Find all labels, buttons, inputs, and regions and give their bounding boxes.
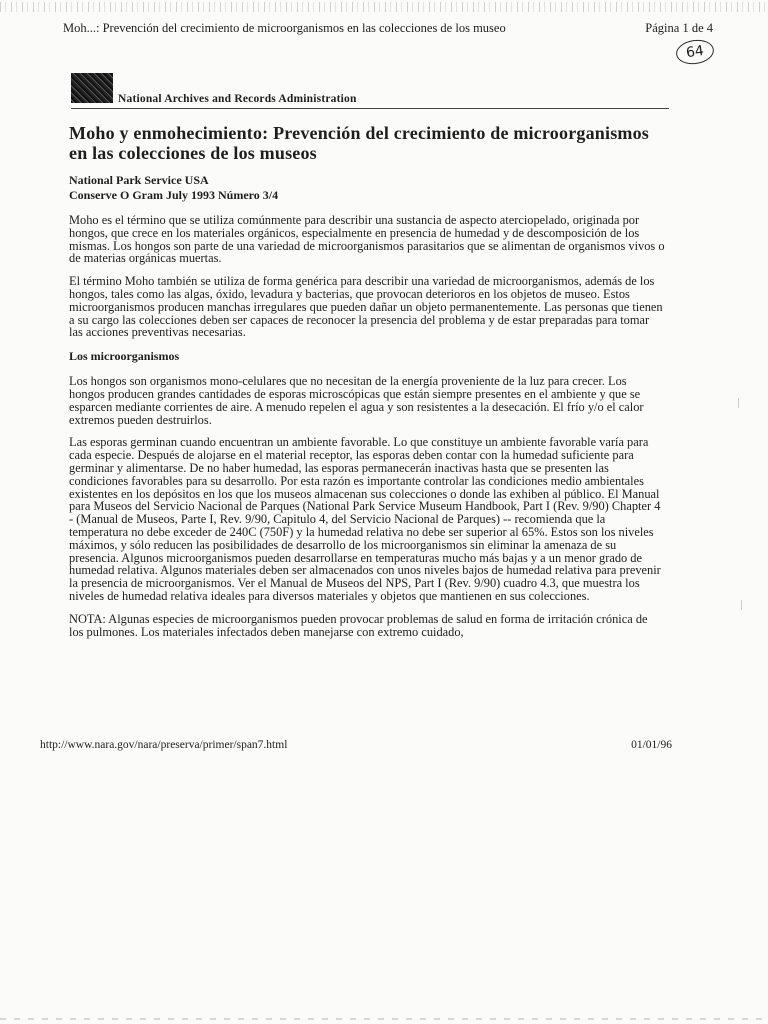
handwritten-page-number [675,37,716,66]
print-header-title: Moh...: Prevención del crecimiento de microorganismos en las colecciones de los museo [63,21,506,35]
scan-noise-bottom [0,1018,768,1020]
print-header [63,21,713,36]
agency-name: National Archives and Records Administration [118,93,357,105]
scan-speck [738,398,739,408]
handwritten-number-text: 64 [685,42,705,62]
paragraph-intro-2: El término Moho también se utiliza de forma genérica para describir una variedad de microorganismos, además de los hongos, tales como las algas, óxido, levadura y bacterias, que provocan deterioros en los objetos de museo. Estos microorganismos producen manchas irregulares que pueden dañar un objeto permanentemente. Las personas que tienen a su cargo las colecciones deben ser capaces de reconocer la presencia del problema y de estar preparadas para tomar las acciones preventivas necesarias. [69,274,663,340]
byline [69,173,665,203]
paragraph-section-1: Los hongos son organismos mono-celulares que no necesitan de la energía proveniente de la luz para crecer. Los hongos producen grandes cantidades de esporas microscópicas que están siempre presentes en el ambiente y que se esparcen mediante corrientes de aire. A menudo repelen el agua y son resistentes a la desecación. El frío y/o el calor extremos pueden destruirlos. [69,374,644,427]
footer-date: 01/01/96 [631,739,672,751]
footer-url: http://www.nara.gov/nara/preserva/primer/span7.html [40,739,288,751]
byline-publication: Conserve O Gram July 1993 Número 3/4 [69,188,279,202]
byline-source: National Park Service USA [69,173,209,187]
scan-speck [741,600,742,610]
scan-noise-top [0,2,768,12]
print-footer [40,739,672,751]
header-divider [71,108,669,109]
paragraph-note: NOTA: Algunas especies de microorganismos pueden provocar problemas de salud en forma de irritación crónica de los pulmones. Los materiales infectados deben manejarse con extremo cuidado, [69,611,648,639]
article-body [69,123,665,648]
section-heading: Los microorganismos [69,349,180,364]
nara-logo-icon [71,73,113,103]
paragraph-section-2: Las esporas germinan cuando encuentran un ambiente favorable. Lo que constituye un ambiente favorable varía para cada especie. Después de alojarse en el material receptor, las esporas deben contar con la humedad suficiente para germinar y alimentarse. De no haber humedad, las esporas permanecerán inactivas hasta que se presenten las condiciones favorables para su desarrollo. Por esta razón es importante controlar las condiciones medio ambientales existentes en los depósitos en los que los museos almacenan sus colecciones o donde las exhiben al público. El Manual para Museos del Servicio Nacional de Parques (National Park Service Museum Handbook, Part I (Rev. 9/90) Chapter 4 - (Manual de Museos, Parte I, Rev. 9/90, Capitulo 4, del Servicio Nacional de Parques) -- recomienda que la temperatura no debe exceder de 240C (750F) y la humedad relativa no debe ser superior al 65%. Estos son los niveles máximos, y sólo reducen las posibilidades de desarrollo de los microorganismos sin eliminar la amenaza de su presencia. Algunos microorganismos pueden desarrollarse en temperaturas mucho más bajas y a un menor grado de humedad relativa. Algunos materiales deben ser almacenados con unos niveles bajos de humedad relativa para prevenir la presencia de microorganismos. Ver el Manual de Museos del NPS, Part I (Rev. 9/90) cuadro 4.3, que muestra los niveles de humedad relativa ideales para diversos materiales y objetos que mantienen en sus colecciones. [69,435,661,603]
page-indicator: Página 1 de 4 [645,21,713,35]
paragraph-intro-1: Moho es el término que se utiliza comúnmente para describir una sustancia de aspecto aterciopelado, originada por hongos, que crece en los materiales orgánicos, especialmente en presencia de humedad y de descomposición de los mismas. Los hongos son parte de una variedad de microorganismos parasitarios que se alimentan de organismos vivos o de materias orgánicas muertas. [69,213,665,266]
article-title: Moho y enmohecimiento: Prevención del crecimiento de microorganismos en las colecciones de los museos [69,123,649,163]
